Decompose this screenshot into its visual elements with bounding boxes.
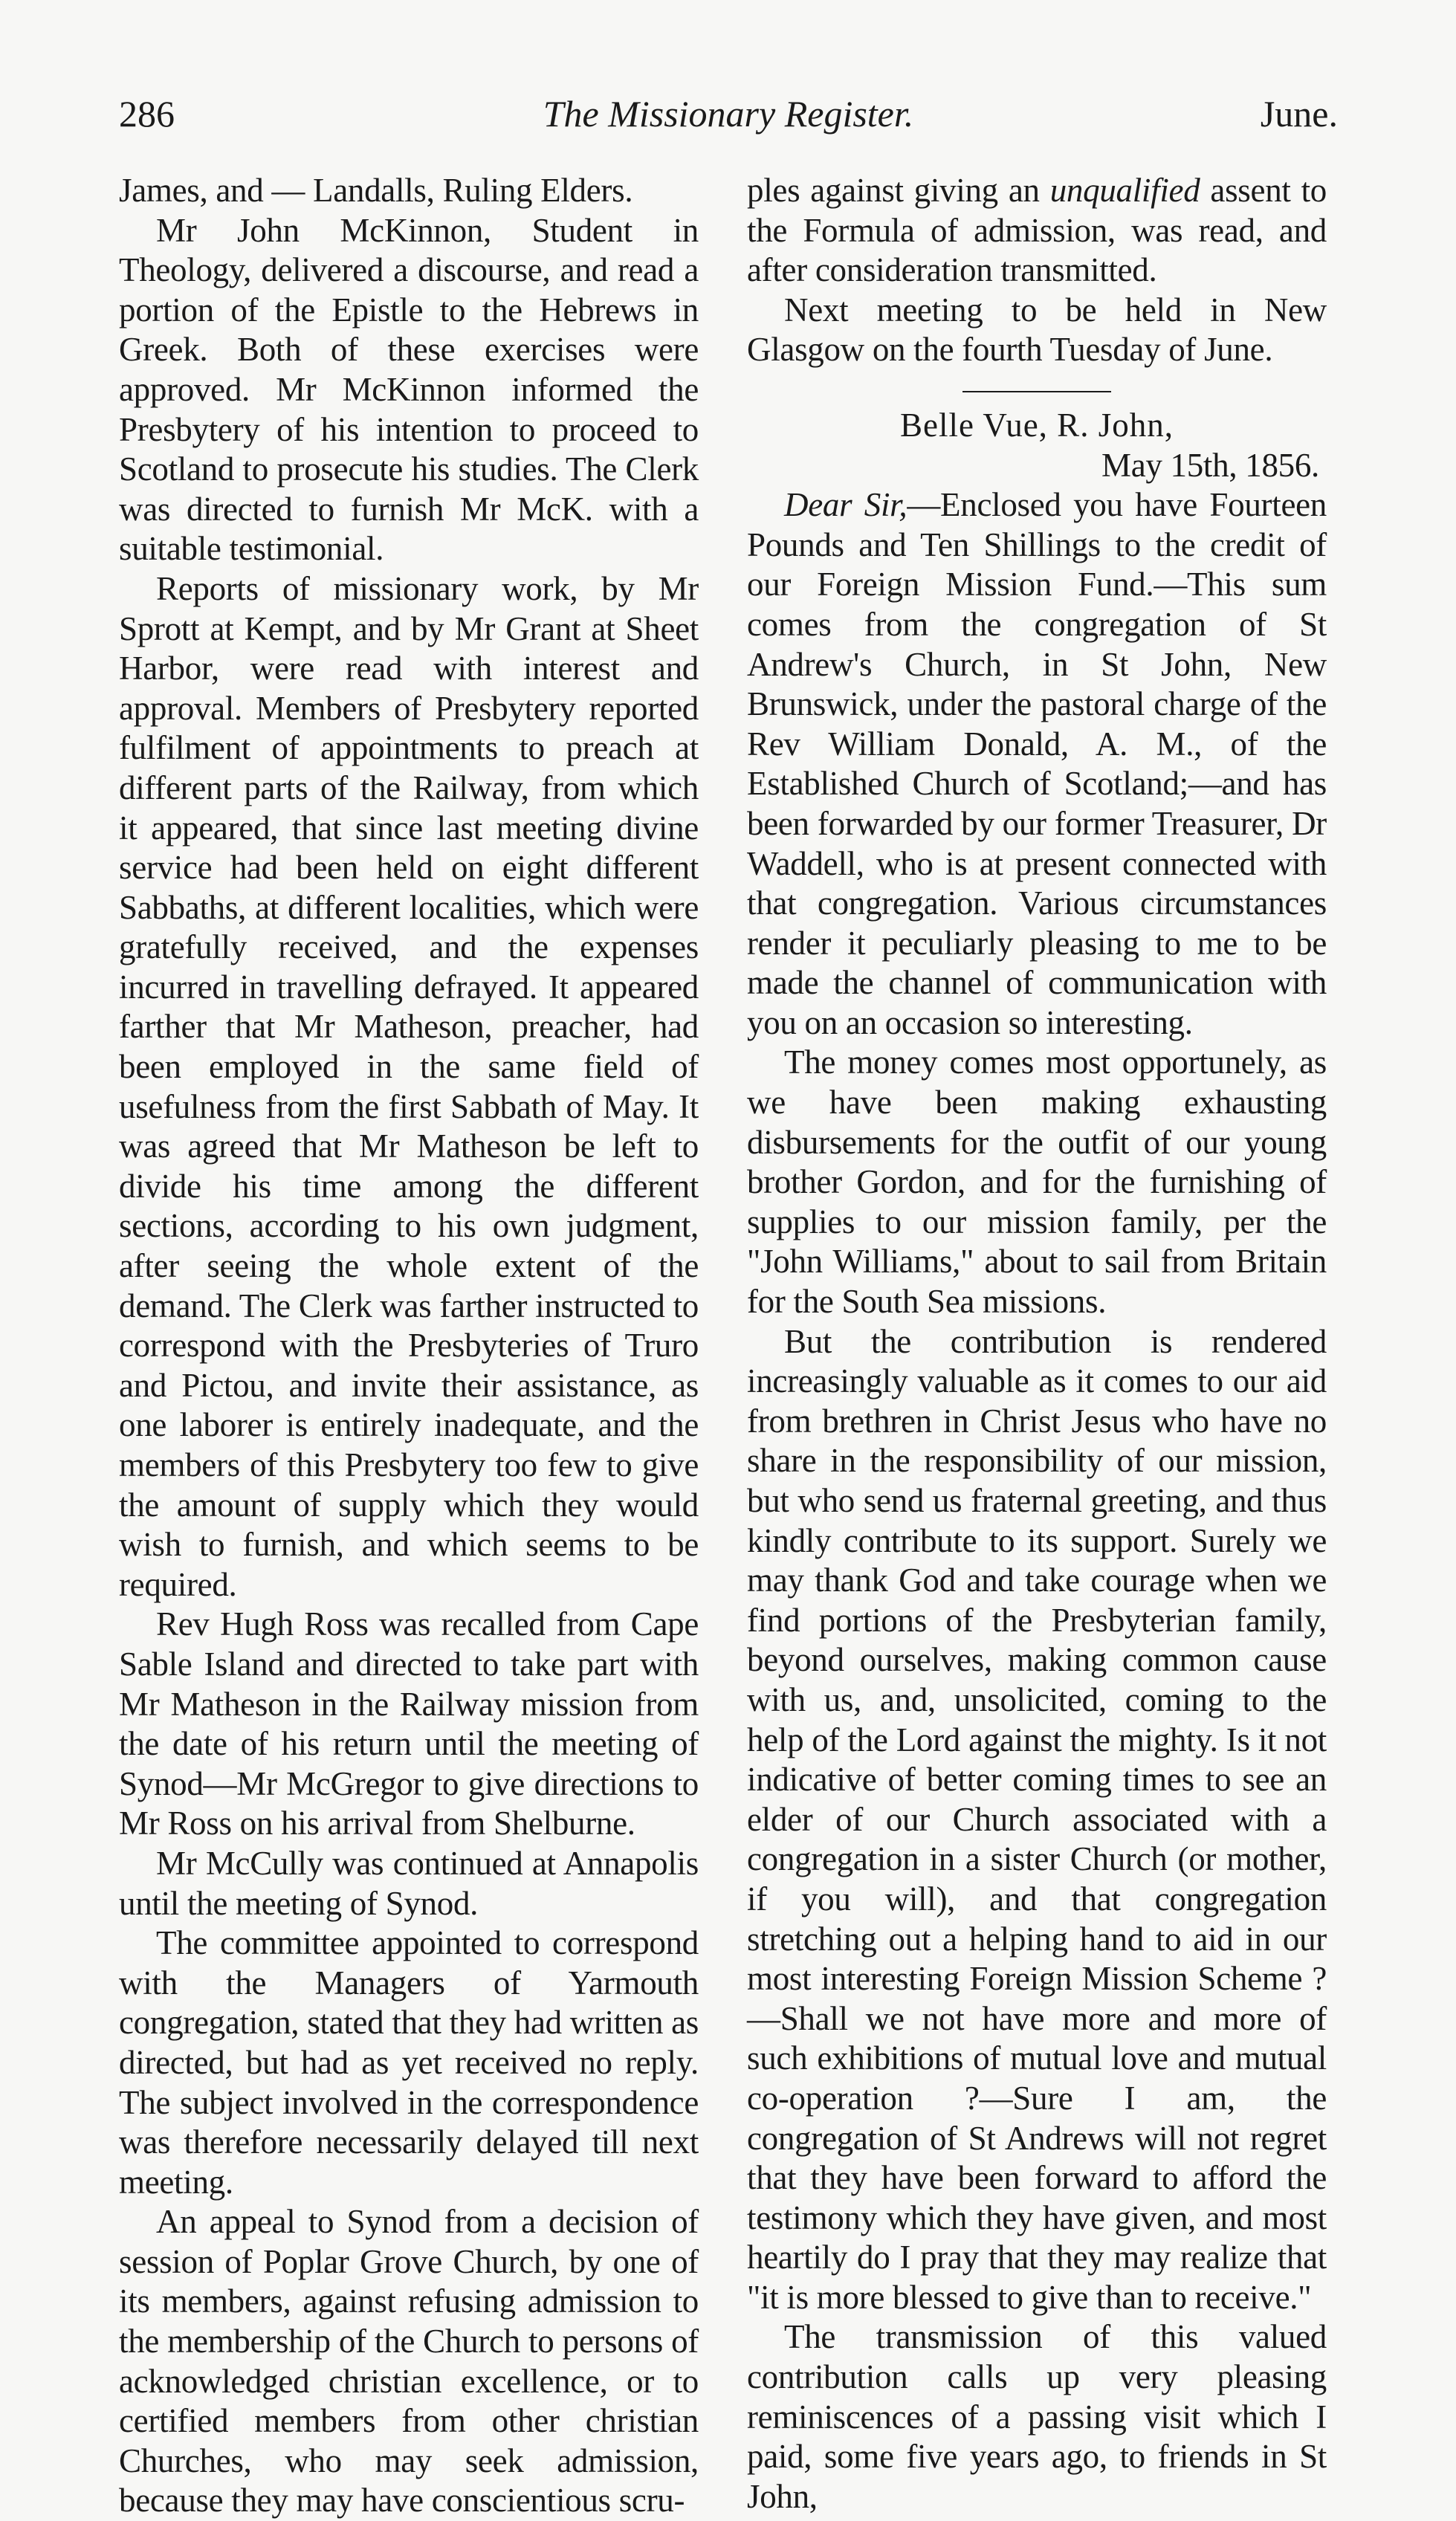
letter-heading [747,406,1327,485]
letter-place: Belle Vue, R. John, [900,406,1174,444]
header-month: June. [1260,93,1338,135]
paragraph: Mr John McKinnon, Student in Theology, delivered a discourse, and read a portion of the Epistle to the Hebrews in Greek. Both of these exercises were approved. Mr McKinnon informed the Presbytery of his intention to proceed to Scotland to prosecute his studies. The Clerk was directed to furnish Mr McK. with a suitable testimonial. [119,211,699,568]
paragraph: But the contribution is rendered increasingly valuable as it comes to our aid from brethren in Christ Jesus who have no share in the responsibility of our mission, but who send us fraternal greeting, and thus kindly contribute to its support. Surely we may thank God and take courage when we find portions of the Presbyterian family, beyond ourselves, making common cause with us, and, unsolicited, coming to the help of the Lord against the mighty. Is it not indicative of better coming times to see an elder of our Church associated with a congregation in a sister Church (or mother, if you will), and that congregation stretching out a helping hand to aid in our most interesting Foreign Mission Scheme ?—Shall we not have more and more of such exhibitions of mutual love and mutual co-operation ?—Sure I am, the congregation of St Andrews will not regret that they have been forward to afford the testimony which they have given, and most heartily do I pray that they may realize that "it is more blessed to give than to receive." [747,1322,1327,2316]
letter-date: May 15th, 1856. [1101,446,1319,484]
paragraph: The money comes most opportunely, as we have been making exhausting disbursements for the outfit of our young brother Gordon, and for the furnishing of supplies to our mission family, per the "John Williams," about to sail from Britain for the South Sea missions. [747,1043,1327,1321]
paragraph: Next meeting to be held in New Glasgow on the fourth Tuesday of June. [747,291,1327,369]
paragraph: Reports of missionary work, by Mr Sprott at Kempt, and by Mr Grant at Sheet Harbor, were read with interest and approval. Members of Presbytery reported fulfilment of appointments to preach at different parts of the Railway, from which it appeared, that since last meeting divine service had been held on eight different Sabbaths, at different localities, which were gratefully received, and the expenses incurred in travelling defrayed. It appeared farther that Mr Matheson, preacher, had been employed in the same field of usefulness from the first Sabbath of May. It was agreed that Mr Matheson be left to divide his time among the different sections, according to his own judgment, after seeing the whole extent of the demand. The Clerk was farther instructed to correspond with the Presbyteries of Truro and Pictou, and invite their assistance, as one laborer is entirely inadequate, and the members of this Presbytery too few to give the amount of supply which they would wish to furnish, and which seems to be required. [119,569,699,1603]
left-column [119,171,699,2521]
text-run: ples against giving an [747,172,1050,209]
paragraph: The committee appointed to correspond with the Managers of Yarmouth congregation, stated that they had written as directed, but had as yet received no reply. The subject involved in the correspondence was therefore necessarily delayed till next meeting. [119,1924,699,2201]
page-number: 286 [119,93,175,135]
section-divider [962,391,1111,392]
paragraph: An appeal to Synod from a decision of session of Poplar Grove Church, by one of its members, against refusing admission to the membership of the Church to persons of acknowledged christian excellence, or to certified members from other christian Churches, who may seek admission, because they may have conscientious scru- [119,2203,699,2520]
text-run: —Enclosed you have Fourteen Pounds and Ten Shillings to the credit of our Foreign Mission Fund.—This sum comes from the congregation of St Andrew's Church, in St John, New Brunswick, under the pastoral charge of the Rev William Donald, A. M., of the Established Church of Scotland;—and has been forwarded by our former Treasurer, Dr Waddell, who is at present connected with that congregation. Various circumstances render it peculiarly pleasing to me to be made the channel of communication with you on an occasion so interesting. [747,486,1327,1041]
text-run: assent to the Formula of admission, was read, and after consideration transmitted. [747,172,1327,289]
paragraph: James, and — Landalls, Ruling Elders. [119,172,633,209]
paragraph: Mr McCully was continued at Annapolis until the meeting of Synod. [119,1844,699,1922]
running-header [119,88,1338,140]
paragraph: Rev Hugh Ross was recalled from Cape Sable Island and directed to take part with Mr Matheson in the Railway mission from the date of his return until the meeting of Synod—Mr McGregor to give directions to Mr Ross on his arrival from Shelburne. [119,1605,699,1842]
running-title: The Missionary Register. [543,93,914,135]
emphasis: unqualified [1049,172,1200,209]
right-column [747,171,1327,2517]
salutation: Dear Sir, [784,486,907,524]
paragraph: The transmission of this valued contribution calls up very pleasing reminiscences of a passing visit which I paid, some five years ago, to friends in St John, [747,2318,1327,2515]
paragraph [747,485,1327,1043]
paragraph [747,171,1327,291]
